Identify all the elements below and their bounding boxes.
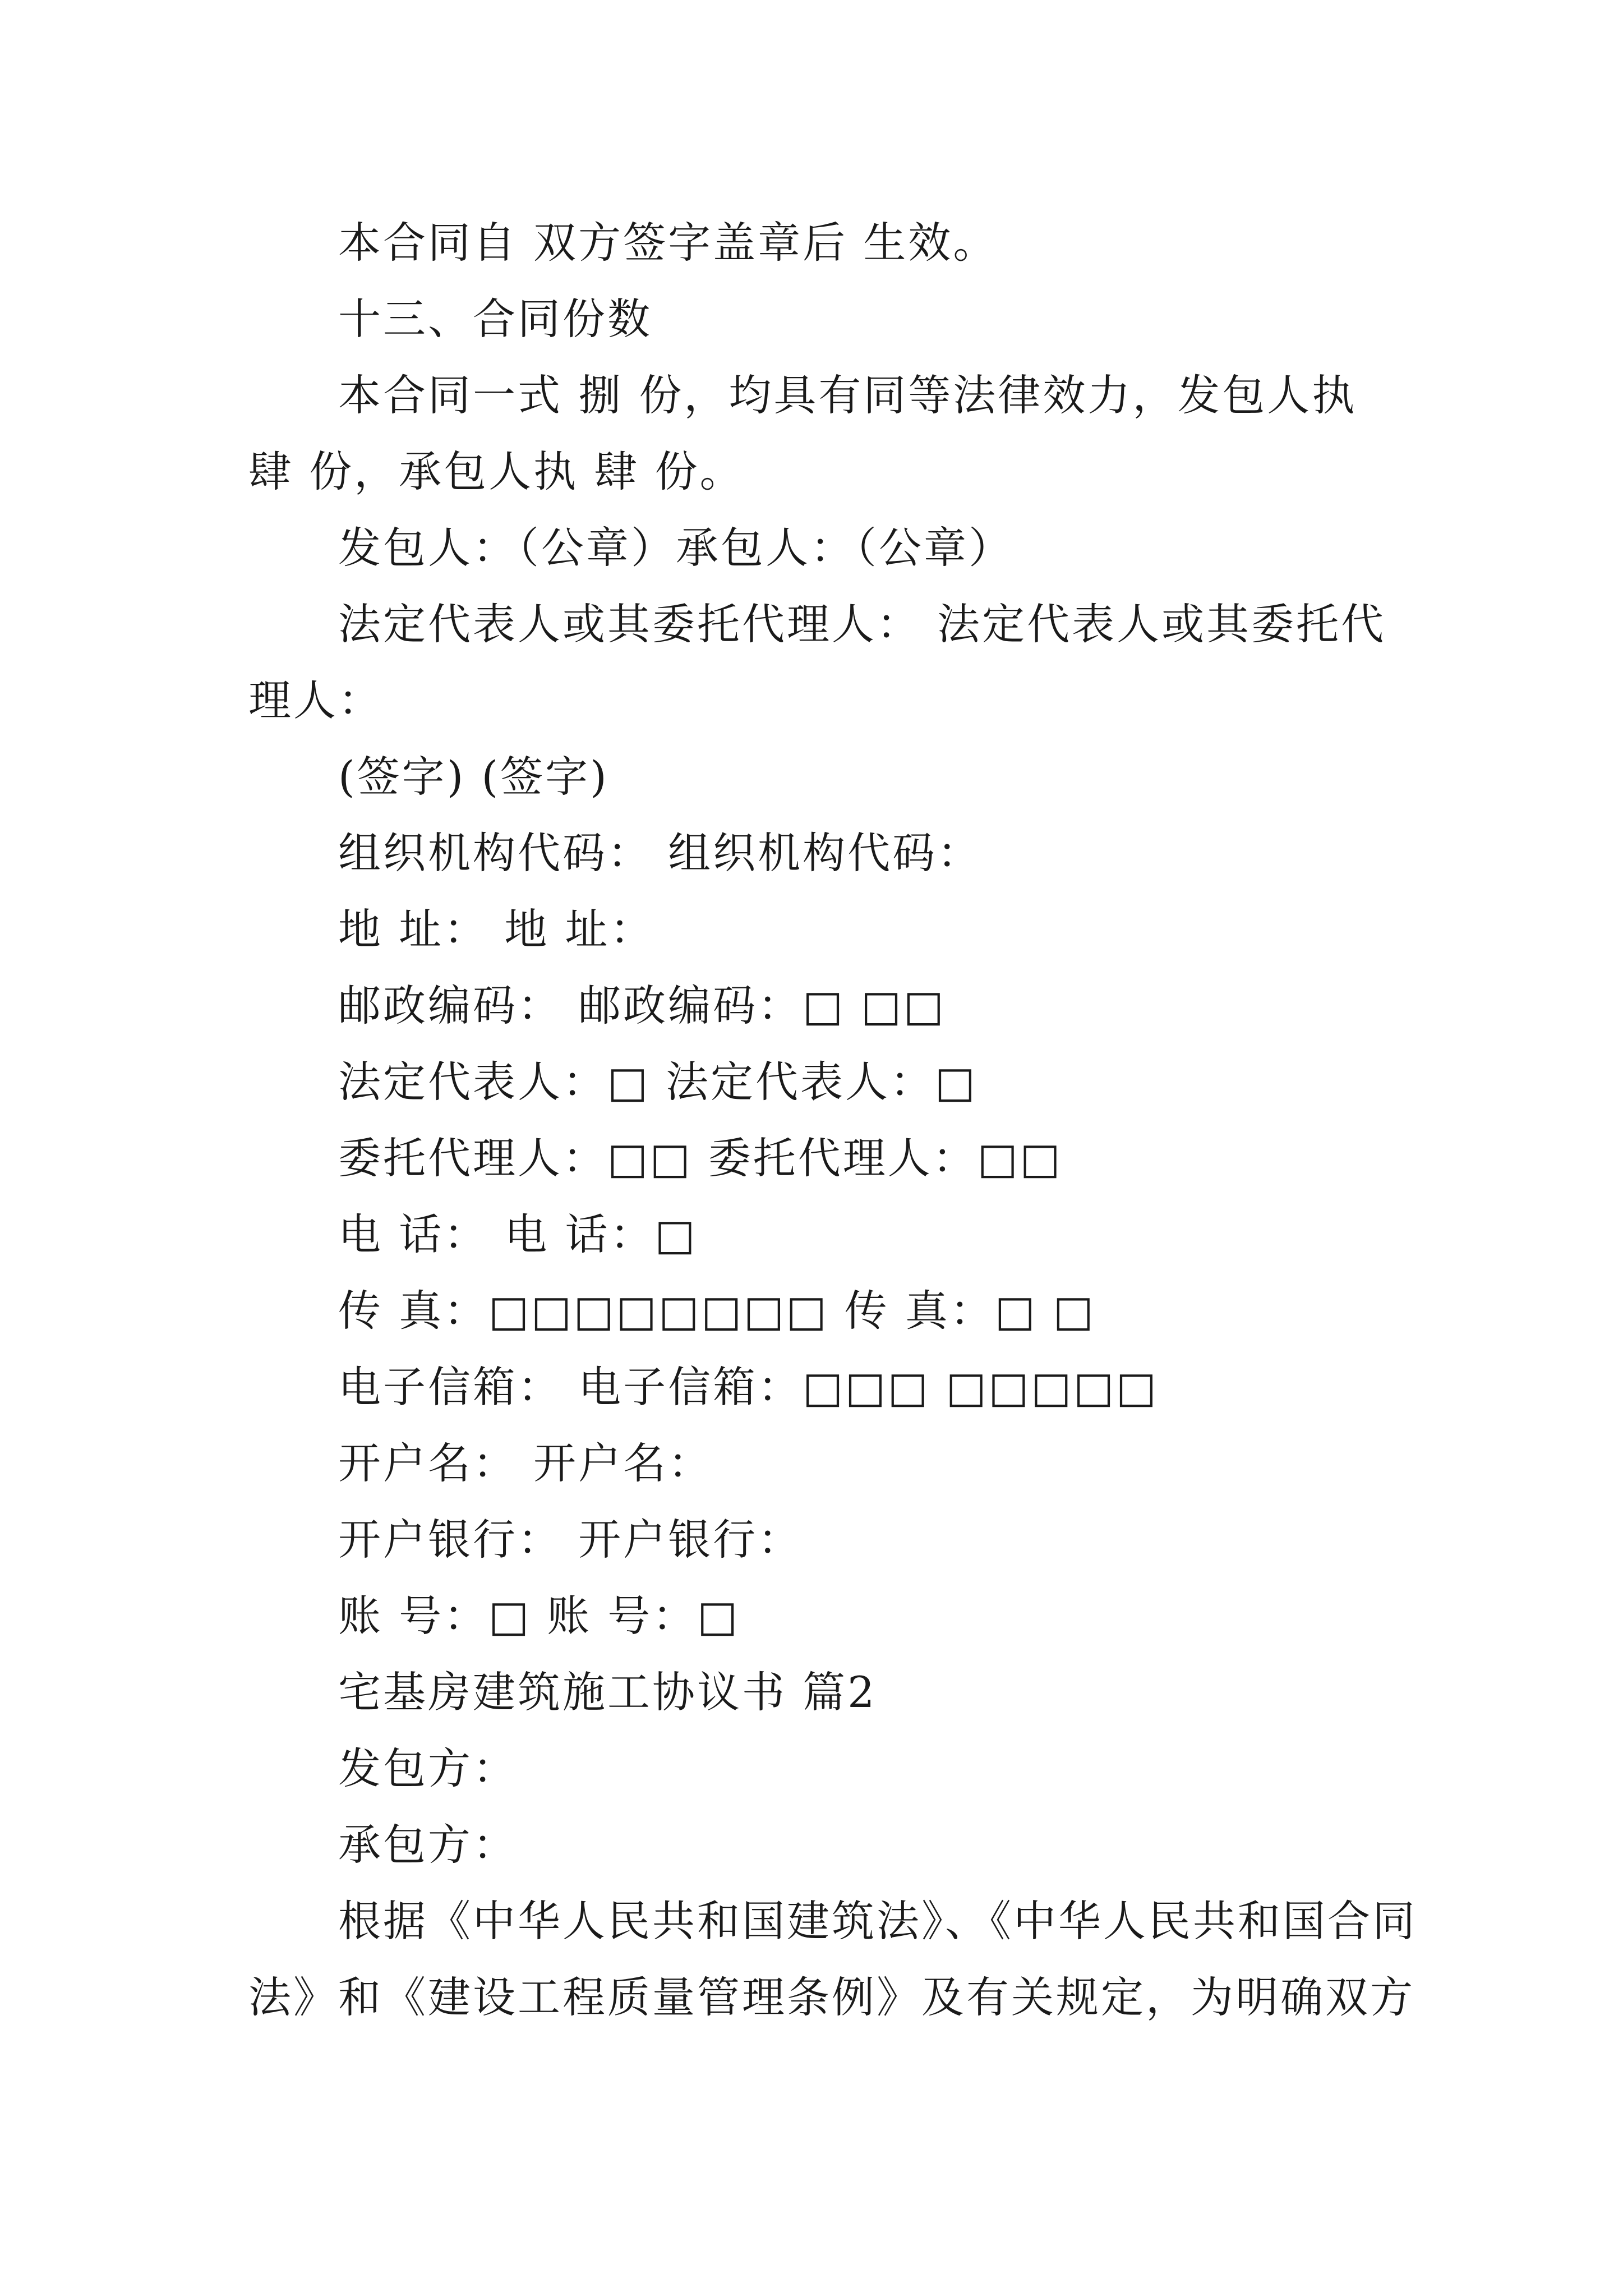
paragraph-copies-line-1: 本合同一式 捌 份，均具有同等法律效力，发包人执 xyxy=(338,370,1357,420)
section-title-part-2: 宅基房建筑施工协议书 篇2 xyxy=(338,1667,877,1717)
account-number-line: 账 号：□ 账 号：□ xyxy=(338,1591,740,1641)
paragraph-copies-line-2: 肆 份，承包人执 肆 份。 xyxy=(248,447,745,496)
legal-representative-field-line: 法定代表人：□ 法定代表人：□ xyxy=(338,1057,978,1107)
postal-code-line: 邮政编码： 邮政编码：□ □□ xyxy=(338,981,946,1030)
fax-line: 传 真：□□□□□□□□ 传 真：□ □ xyxy=(338,1286,1096,1336)
employer-label: 发包方： xyxy=(338,1743,518,1793)
legal-representative-line-2: 理人： xyxy=(248,675,383,725)
legal-basis-line-1: 根据《中华人民共和国建筑法》、《中华人民共和国合同 xyxy=(338,1896,1417,1946)
signature-seal-line: 发包人：（公章）承包人：（公章） xyxy=(338,523,1013,573)
organization-code-line: 组织机构代码： 组织机构代码： xyxy=(338,828,983,878)
phone-line: 电 话： 电 话：□ xyxy=(338,1209,698,1259)
signature-line: (签字) (签字) xyxy=(338,752,609,802)
paragraph-effective-clause: 本合同自 双方签字盖章后 生效。 xyxy=(338,218,998,268)
bank-line: 开户银行： 开户银行： xyxy=(338,1515,803,1565)
section-heading-copies: 十三、合同份数 xyxy=(338,294,652,344)
email-line: 电子信箱： 电子信箱：□□□ □□□□□ xyxy=(338,1362,1159,1412)
contractor-label: 承包方： xyxy=(338,1820,518,1870)
address-line: 地 址： 地 址： xyxy=(338,904,655,954)
legal-representative-line-1: 法定代表人或其委托代理人： 法定代表人或其委托代 xyxy=(338,599,1386,649)
agent-line: 委托代理人：□□ 委托代理人：□□ xyxy=(338,1133,1063,1183)
account-name-line: 开户名： 开户名： xyxy=(338,1438,713,1488)
legal-basis-line-2: 法》和《建设工程质量管理条例》及有关规定，为明确双方 xyxy=(248,1972,1415,2022)
